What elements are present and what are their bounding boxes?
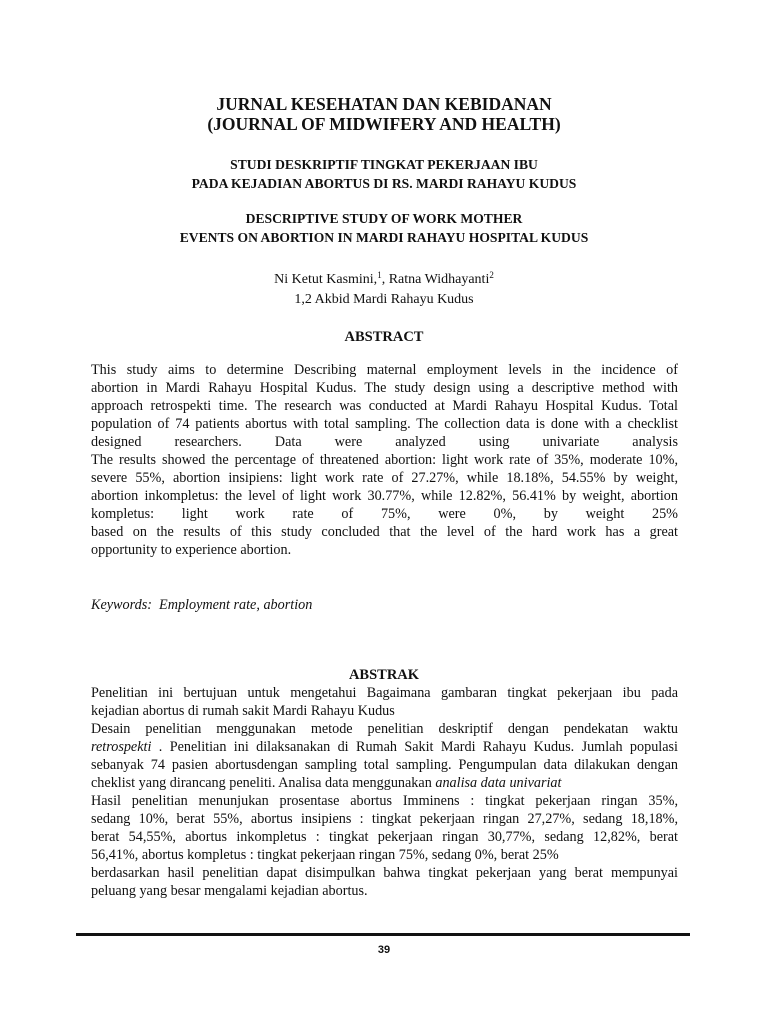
abstract-line: This study aims to determine Describing maternal employment levels in the incidence of xyxy=(91,362,678,378)
author-affiliation: 1,2 Akbid Mardi Rahayu Kudus xyxy=(294,292,474,307)
abstrak-line-text: . Penelitian ini dilaksanakan di Rumah Sakit Mardi Rahayu Kudus. Jumlah populasi xyxy=(151,739,678,755)
journal-title-english: (JOURNAL OF MIDWIFERY AND HEALTH) xyxy=(207,114,561,134)
journal-title: JURNAL KESEHATAN DAN KEBIDANAN xyxy=(216,94,552,114)
abstrak-line: sebanyak 74 pasien abortusdengan sampling total sampling. Pengumpulan data dilakukan dengan xyxy=(91,757,678,773)
abstrak-heading: ABSTRAK xyxy=(348,667,420,683)
author-superscript: 2 xyxy=(489,270,494,280)
abstract-line: kompletus: light work rate of 75%, were 0%, by weight 25% xyxy=(91,506,678,522)
abstrak-line-text: cheklist yang dirancang peneliti. Analisa data menggunakan xyxy=(91,775,436,791)
abstract-line: based on the results of this study concluded that the level of the hard work has a great xyxy=(91,524,678,540)
abstrak-line: berdasarkan hasil penelitian dapat disimpulkan bahwa tingkat pekerjaan yang berat mempunyai xyxy=(91,865,678,881)
article-title-indonesian-line1: STUDI DESKRIPTIF TINGKAT PEKERJAAN IBU xyxy=(230,157,538,172)
article-title-indonesian-line2: PADA KEJADIAN ABORTUS DI RS. MARDI RAHAYU KUDUS xyxy=(191,176,577,191)
article-title-english-line2: EVENTS ON ABORTION IN MARDI RAHAYU HOSPITAL KUDUS xyxy=(179,230,589,245)
abstract-line: abortion in Mardi Rahayu Hospital Kudus. The study design using a descriptive method with xyxy=(91,380,678,396)
article-title-english-line1: DESCRIPTIVE STUDY OF WORK MOTHER xyxy=(245,211,523,226)
abstrak-line xyxy=(91,774,678,792)
author-name: Ni Ketut Kasmini, xyxy=(274,272,378,287)
page-number: 39 xyxy=(377,944,391,956)
abstract-line: The results showed the percentage of threatened abortion: light work rate of 35%, moderate 10%, xyxy=(91,452,678,468)
abstract-line: abortion inkompletus: the level of light work 30.77%, while 12.82%, 56.41% by weight, abortion xyxy=(91,488,678,504)
abstrak-line: sedang 10%, berat 55%, abortus insipiens : tingkat pekerjaan ringan 27,27%, sedang 18,18%, xyxy=(91,811,678,827)
abstrak-line xyxy=(91,738,678,756)
abstract-heading: ABSTRACT xyxy=(344,329,424,345)
footer-rule xyxy=(76,933,690,936)
author-superscript: 1 xyxy=(377,270,382,280)
abstract-line: approach retrospekti time. The research was conducted at Mardi Rahayu Hospital Kudus. Total xyxy=(91,398,678,414)
abstrak-line: kejadian abortus di rumah sakit Mardi Rahayu Kudus xyxy=(91,703,395,719)
abstrak-line: peluang yang besar mengalami kejadian abortus. xyxy=(91,883,368,899)
abstract-line: opportunity to experience abortion. xyxy=(91,542,292,558)
keywords: Keywords: Employment rate, abortion xyxy=(91,597,313,613)
author-name: , Ratna Widhayanti xyxy=(381,272,490,287)
abstract-line: severe 55%, abortion insipiens: light work rate of 27.27%, while 18.18%, 54.55% by weight, xyxy=(91,470,678,486)
abstrak-body xyxy=(91,684,678,900)
abstrak-line: Penelitian ini bertujuan untuk mengetahui Bagaimana gambaran tingkat pekerjaan ibu pada xyxy=(91,685,678,701)
abstrak-italic-term: analisa data univariat xyxy=(435,775,562,791)
abstrak-italic-term: retrospekti xyxy=(91,739,152,755)
abstract-line: population of 74 patients abortus with total sampling. The collection data is done with a checklist xyxy=(91,416,678,432)
abstrak-line: Desain penelitian menggunakan metode penelitian deskriptif dengan pendekatan waktu xyxy=(91,721,678,737)
author-list xyxy=(0,271,768,289)
abstrak-line: berat 54,55%, abortus inkompletus : tingkat pekerjaan ringan 30,77%, sedang 12,82%, berat xyxy=(91,829,678,845)
abstract-line: designed researchers. Data were analyzed using univariate analysis xyxy=(91,434,678,450)
abstract-body xyxy=(91,361,678,559)
abstrak-line: 56,41%, abortus kompletus : tingkat pekerjaan ringan 75%, sedang 0%, berat 25% xyxy=(91,847,559,863)
abstrak-line: Hasil penelitian menunjukan prosentase abortus Imminens : tingkat pekerjaan ringan 35%, xyxy=(91,793,678,809)
